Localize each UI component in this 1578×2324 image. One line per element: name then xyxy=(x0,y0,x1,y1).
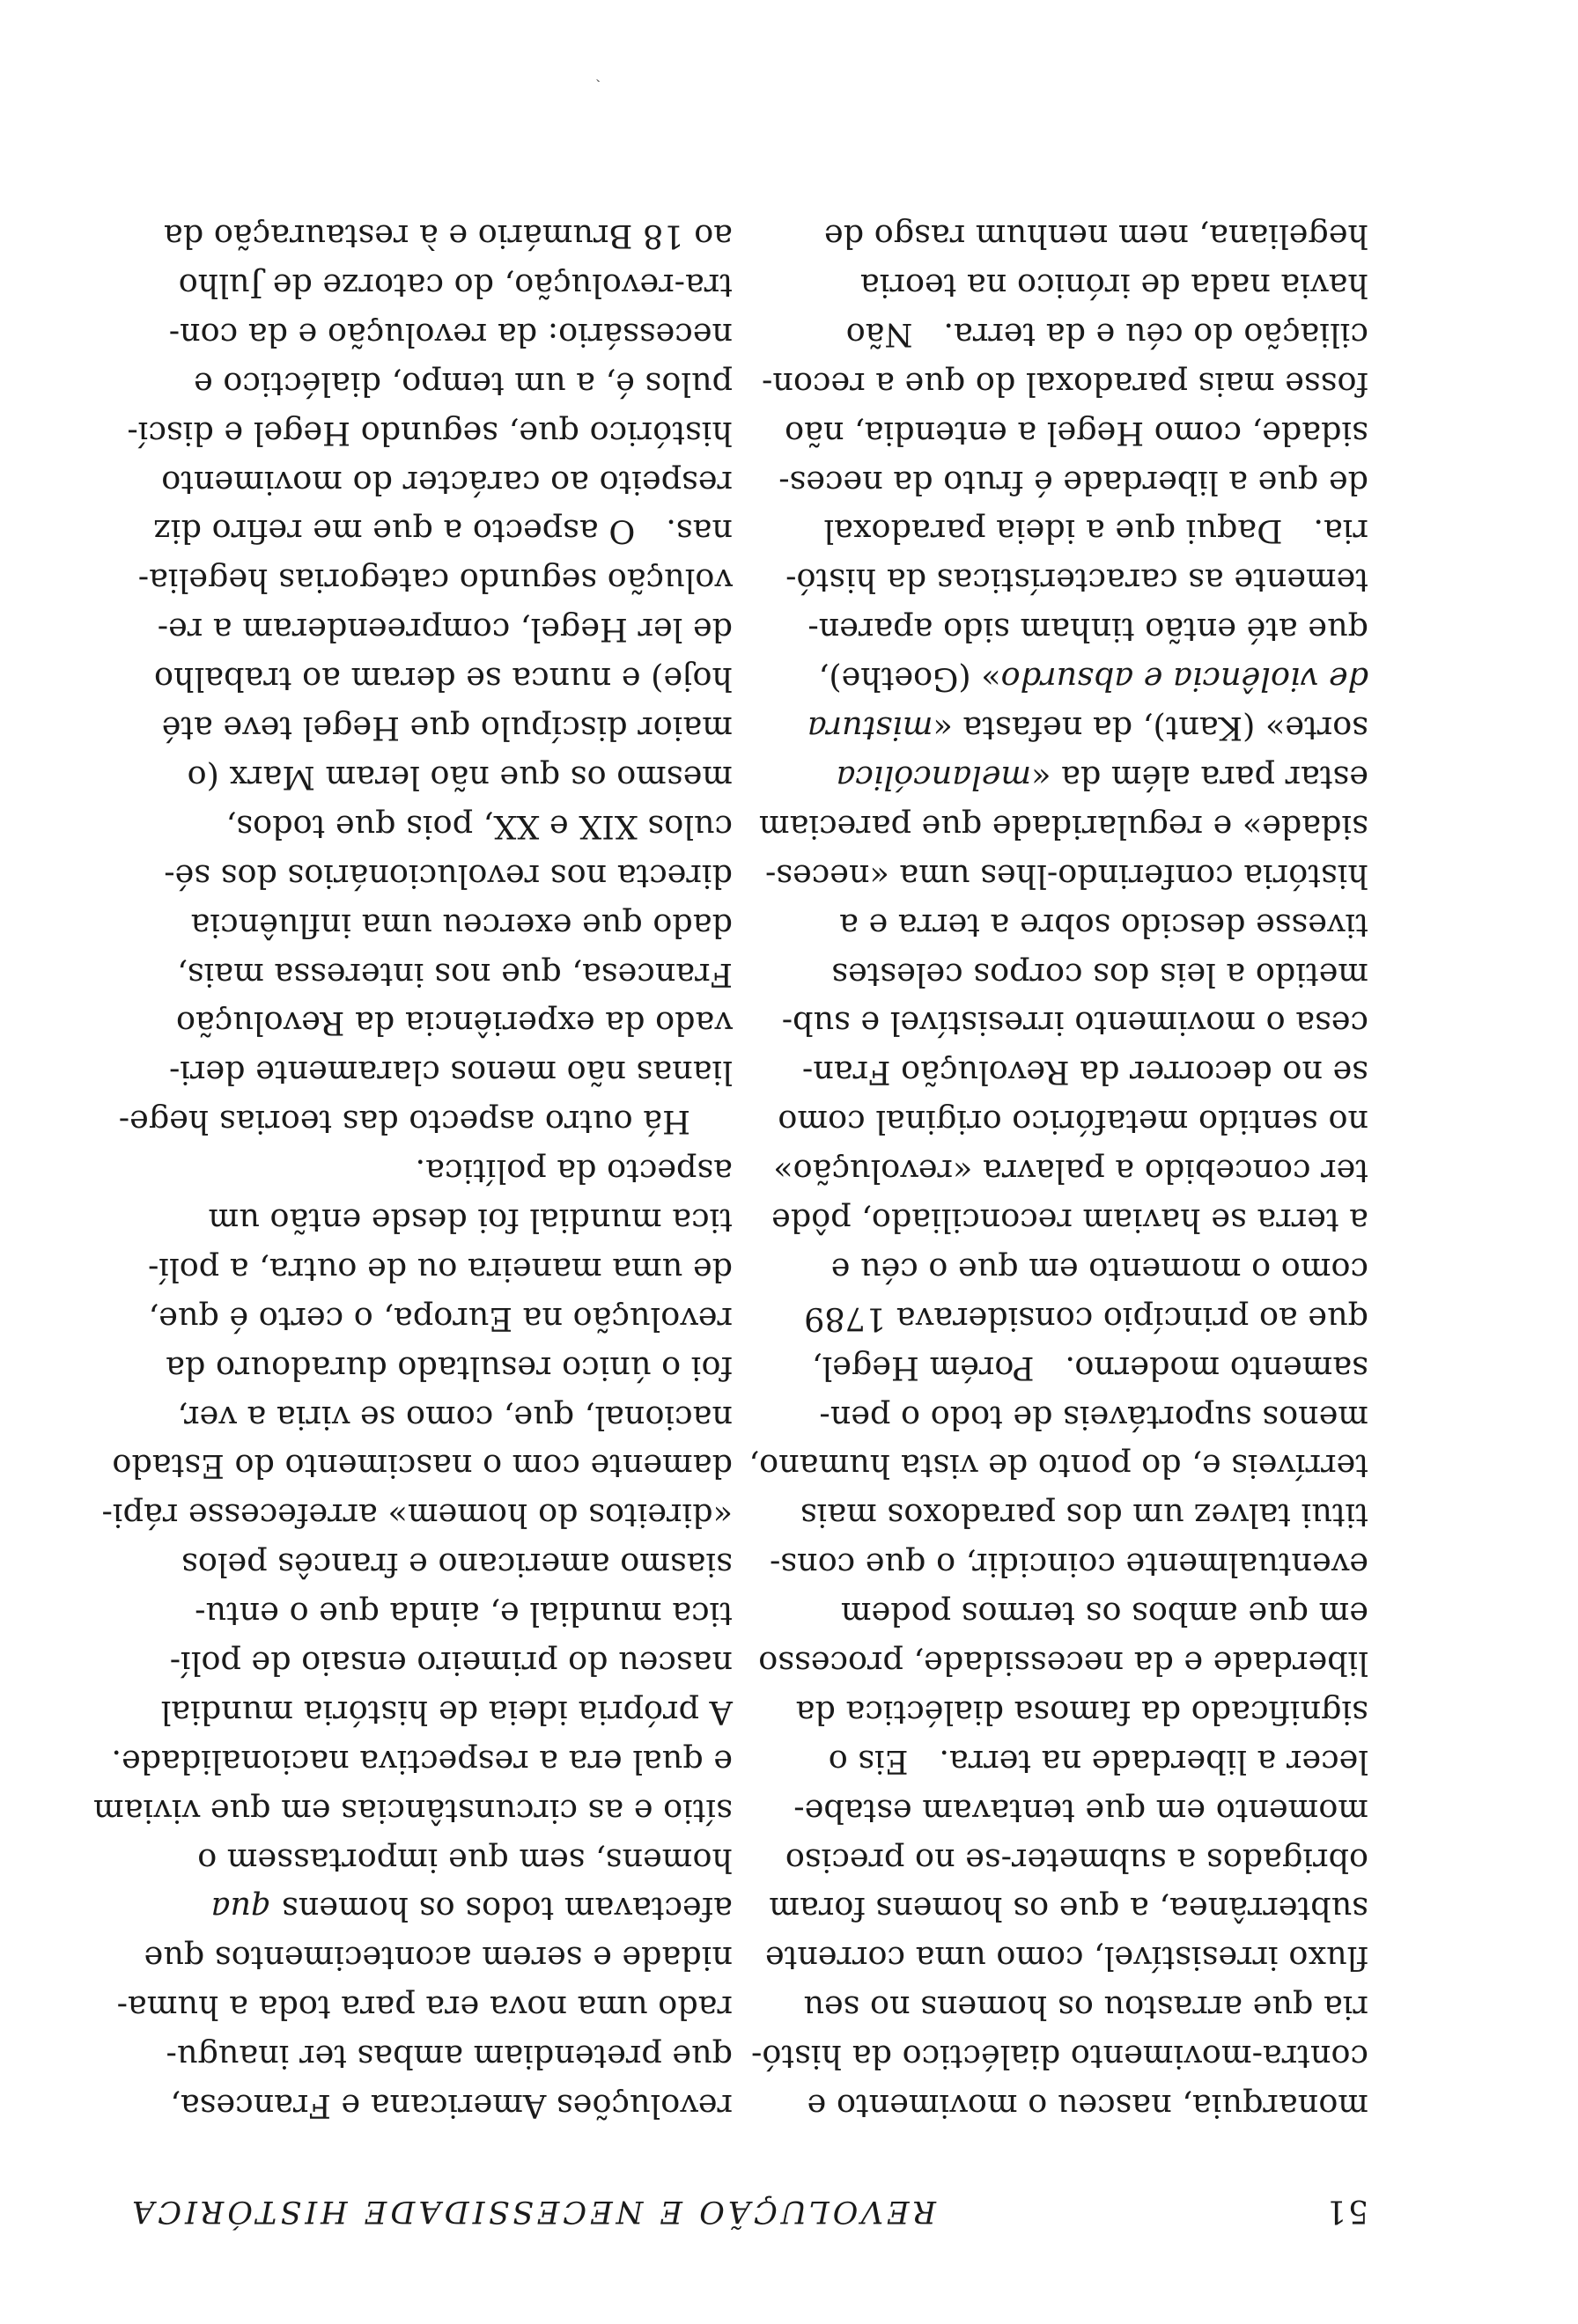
text-line: hoje) e nunca se deram ao trabalho xyxy=(154,660,733,699)
text-line: hegeliana, nem nenhum rasgo de xyxy=(824,217,1368,256)
text-line: ria que arrastou os homens no seu xyxy=(803,1989,1368,2027)
text-line: homens, sem que importassem o xyxy=(197,1841,733,1879)
text-line: foi o único resultado duradouro da xyxy=(166,1349,733,1387)
text-line: A própria ideia de história mundial xyxy=(160,1693,733,1732)
text-line: significado da famosa dialéctica da xyxy=(795,1693,1368,1732)
text-line: dado que exerceu uma influência xyxy=(190,906,733,945)
text-line: que até então tinham sido aparen- xyxy=(807,611,1368,650)
text-line: directa nos revolucionários dos sé- xyxy=(164,857,733,895)
text-line: tica mundial foi desde então um xyxy=(208,1201,733,1239)
text-line: em que ambos os termos podem xyxy=(840,1595,1368,1634)
running-title: REVOLUÇÃO E NECESSIDADE HISTÓRICA xyxy=(129,2194,936,2229)
text-line: «direitos do homem» arrefecesse rápi- xyxy=(101,1497,733,1535)
text-line: rado uma nova era para toda a huma- xyxy=(116,1989,733,2027)
text-line: que pretendiam ambas ter inaugu- xyxy=(166,2038,733,2077)
text-line: obrigados a submeter-se no preciso xyxy=(785,1841,1368,1879)
text-line: siasmo americano e francês pelos xyxy=(181,1546,733,1585)
text-line: nacional, que, como se viria a ver, xyxy=(177,1398,733,1437)
text-line: se no decorrer da Revolução Fran- xyxy=(801,1054,1368,1092)
text-line: de violência e absurdo» (Goethe), xyxy=(818,660,1368,699)
text-line: a terra se haviam reconciliado, pôde xyxy=(771,1201,1368,1239)
text-line: tivesse descido sobre a terra e a xyxy=(839,906,1368,945)
text-line: contra-movimento dialéctico da histó- xyxy=(751,2038,1368,2077)
text-line: Francesa, que nos interessa mais, xyxy=(177,955,733,994)
text-line: mesmo os que não leram Marx (o xyxy=(187,758,733,797)
text-line: ria. Daqui que a ideia paradoxal xyxy=(823,512,1368,551)
text-line: lianas não menos claramente deri- xyxy=(168,1054,733,1092)
text-line: afectavam todos os homens qua xyxy=(210,1890,733,1929)
scan-speck: ˏ xyxy=(595,78,601,97)
text-line: temente as características da histó- xyxy=(785,562,1368,600)
text-line: sidade» e regularidade que pareciam xyxy=(758,807,1368,846)
text-column-right xyxy=(93,211,733,2130)
text-line: momento em que tentavam estabe- xyxy=(793,1791,1368,1830)
text-line: revoluções Americana e Francesa, xyxy=(170,2087,733,2125)
text-line: ao 18 Brumário e à restauração da xyxy=(163,217,733,256)
text-line: lecer a liberdade na terra. Eis o xyxy=(828,1742,1368,1781)
text-line: vado da experiência da Revolução xyxy=(175,1004,733,1043)
text-line: e qual era a respectiva nacionalidade. xyxy=(111,1742,733,1781)
text-line: damente com o nascimento do Estado xyxy=(112,1447,733,1486)
text-line: culos XIX e XX, pois que todos, xyxy=(225,807,733,846)
text-line: de uma maneira ou de outra, a polí- xyxy=(147,1250,733,1289)
text-line: sidade, como Hegel a entendia, não xyxy=(785,414,1368,452)
text-line: estar para além da «melancólica xyxy=(836,758,1368,797)
text-line: monarquia, nasceu o movimento e xyxy=(807,2087,1368,2125)
text-line: história conferindo-lhes uma «neces- xyxy=(765,857,1368,895)
text-line: de ler Hegel, compreenderam a re- xyxy=(157,611,733,650)
text-line: metido a leis dos corpos celestes xyxy=(831,955,1368,994)
text-line: maior discípulo que Hegel teve até xyxy=(161,710,733,748)
text-line: eventualmente coincidir, o que cons- xyxy=(769,1546,1368,1585)
text-line: nidade e serem acontecimentos que xyxy=(144,1939,733,1978)
text-line: cesa o movimento irresistível e sub- xyxy=(781,1004,1368,1043)
text-line: que ao princípio considerava 1789 xyxy=(804,1299,1368,1338)
page-number: 51 xyxy=(1324,2193,1368,2229)
text-line: ter concebido a palavra «revolução» xyxy=(773,1152,1368,1191)
page-header xyxy=(129,2176,1368,2229)
text-line: pulos é, a um tempo, dialéctico e xyxy=(194,364,733,403)
text-line: necessário: da revolução e da con- xyxy=(168,315,733,354)
text-line: havia nada de irónico na teoria xyxy=(859,267,1368,305)
text-line: histórico que, segundo Hegel e discí- xyxy=(127,414,733,452)
text-line: revolução na Europa, o certo é que, xyxy=(148,1299,733,1338)
text-line: sítio e as circunstâncias em que viviam xyxy=(93,1791,733,1830)
text-line: titui talvez um dos paradoxos mais xyxy=(800,1497,1368,1535)
text-line: samento moderno. Porém Hegel, xyxy=(811,1349,1368,1387)
text-line: nasceu do primeiro ensaio de polí- xyxy=(169,1644,733,1682)
text-line: volução segundo categorias hegelia- xyxy=(137,562,733,600)
text-line: tica mundial e, ainda que o entu- xyxy=(195,1595,733,1634)
text-line: subterrânea, a que os homens foram xyxy=(769,1890,1368,1929)
text-line: sorte» (Kant), da nefasta «mistura xyxy=(807,710,1368,748)
text-line: respeito ao carácter do movimento xyxy=(161,463,733,502)
text-line: de que a liberdade é fruto da neces- xyxy=(778,463,1368,502)
text-line: menos suportáveis de todo o pen- xyxy=(819,1398,1368,1437)
text-line: nas. O aspecto a que me refiro diz xyxy=(153,512,733,551)
text-line: aspecto da política. xyxy=(415,1152,733,1191)
text-line: fluxo irresistível, como uma corrente xyxy=(764,1939,1368,1978)
text-line: ciliação do céu e da terra. Não xyxy=(845,315,1368,354)
text-column-left xyxy=(748,211,1368,2130)
text-line: como o momento em que o céu e xyxy=(830,1250,1368,1289)
text-line: liberdade e da necessidade, processo xyxy=(758,1644,1368,1682)
text-line: no sentido metafórico original como xyxy=(778,1103,1368,1142)
text-line: Há outro aspecto das teorias hege- xyxy=(118,1103,690,1142)
text-line: fosse mais paradoxal do que a recon- xyxy=(762,364,1368,403)
text-line: terríveis e, do ponto de vista humano, xyxy=(748,1447,1368,1486)
text-line: tra-revolução, do catorze de Julho xyxy=(178,267,733,305)
